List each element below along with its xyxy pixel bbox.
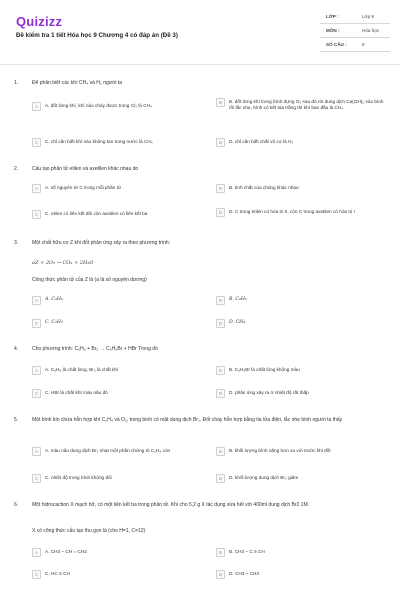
option-text: D. CH₄ [229, 320, 246, 325]
header-divider [0, 64, 400, 65]
option-text: C. chỉ cần biết khí nào không tan trong nước là CH₄ [45, 139, 153, 144]
meta-value: Hóa học [362, 28, 380, 33]
option-letter: A [32, 184, 41, 193]
option-text: C. nhiệt độ trong bình không đổi [45, 475, 112, 480]
option-text: C. etilen có liên kết đôi còn axetilen có liên kết ba [45, 211, 148, 216]
option-text: A. C₆H₆ là chất lỏng, Br₂ là chất khí [45, 367, 119, 372]
option-text: B. C₆H₆ [229, 297, 247, 302]
option-text: A. màu nâu dung dịch Br₂ nhạt một phần chứng tỏ C₂H₄ còn [45, 448, 171, 453]
option-letter: D [216, 319, 225, 328]
option-text: A. CH3 – CH = CH2 [45, 549, 87, 554]
meta-label: LỚP : [326, 14, 339, 19]
question-text: Để phân biệt các khí CH₄ và H₂ người ta [32, 80, 123, 86]
question-text: Một bình kín chứa hỗn hợp khí C₂H₄ và O₂, trong bình có mặt dung dịch Br₂. Đốt cháy hỗn hợp bằng tia lửa điện, lắc nhẹ bình người ta thấy [32, 417, 343, 423]
option-text: A. đốt từng khí, khí nào cháy được trong Cl₂ là CH₄ [45, 103, 152, 108]
question-subtext: X có công thức cấu tạo thu gọn là (cho H=1, C=12) [32, 528, 146, 534]
question-text: Cấu tạo phân tử etilen và axetilen khác nhau do [32, 166, 139, 172]
option-letter: D [216, 138, 225, 147]
option-letter: D [216, 389, 225, 398]
option-letter: B [216, 296, 225, 305]
option-text: A. số nguyên tử C trong mỗi phân tử [45, 185, 122, 190]
option-letter: A [32, 548, 41, 557]
meta-value: Lớp 9 [362, 14, 374, 19]
option-text: D. phản ứng xảy ra ở nhiệt độ rất thấp [229, 390, 309, 395]
option-letter: D [216, 474, 225, 483]
option-letter: C [32, 474, 41, 483]
option-text: B. tính chất của chúng khác nhau [229, 185, 299, 190]
option-letter: B [216, 447, 225, 456]
option-text: D. C trong etilen có hóa trị II, còn C trong axetilen có hóa trị I [229, 209, 355, 214]
brand-logo: Quizizz [16, 14, 63, 29]
option-letter: B [216, 366, 225, 375]
option-letter: C [32, 138, 41, 147]
meta-label: MÔN : [326, 28, 340, 33]
option-letter: A [32, 447, 41, 456]
option-text: D. CH3 – CH3 [229, 571, 259, 576]
question-number: 6. [14, 502, 19, 508]
option-text: C. C₂H₂ [45, 320, 63, 325]
meta-box [320, 10, 390, 52]
option-letter: C [32, 319, 41, 328]
option-letter: C [32, 570, 41, 579]
question-number: 3. [14, 240, 19, 246]
meta-label: SỐ CÂU : [326, 42, 347, 47]
option-text: C. HBr là chất khí màu nâu đỏ [45, 390, 108, 395]
meta-row-count [320, 38, 390, 52]
option-letter: A [32, 366, 41, 375]
option-letter: D [216, 208, 225, 217]
page-title: Đề kiểm tra 1 tiết Hóa học 9 Chương 4 có đáp án (Đề 3) [16, 32, 178, 39]
question-number: 5. [14, 417, 19, 423]
option-letter: A [32, 102, 41, 111]
meta-row-class [320, 10, 390, 24]
option-letter: A [32, 296, 41, 305]
option-letter: B [216, 548, 225, 557]
question-text: Một chất hữu cơ Z khi đốt phản ứng xảy ra theo phương trình: [32, 240, 171, 246]
meta-row-subject [320, 24, 390, 38]
question-text: Một hidrocacbon X mạch hở, có một liên kết ba trong phân tử. Khi cho 5,2 g X tác dụng vừa hết với 400ml dung dịch Br2 1M. [32, 502, 310, 508]
question-number: 1. [14, 80, 19, 86]
option-text: B. C₆H₅Br là chất lỏng không màu [229, 367, 300, 372]
option-letter: C [32, 389, 41, 398]
option-text: A. C₂H₄ [45, 297, 63, 302]
option-text: B. khối lượng bình nặng hơn so với trước khi đốt [229, 448, 331, 453]
question-text: Cho phương trình: C₆H₆ + Br₂ → C₆H₅Br + HBr Trong đó [32, 346, 158, 352]
option-text: C. HC ≡ CH [45, 571, 70, 576]
question-subtext: Công thức phân tử của Z là (a là số nguyên dương) [32, 277, 147, 283]
question-number: 4. [14, 346, 19, 352]
option-text: D. chỉ cần biết chất vô cơ là H₂ [229, 139, 294, 144]
option-letter: D [216, 570, 225, 579]
option-letter: B [216, 184, 225, 193]
option-text: B. CH3 – C ≡ CH [229, 549, 265, 554]
reaction-equation: aZ + 2O₂ → CO₂ + 2H₂O [32, 260, 94, 266]
question-number: 2. [14, 166, 19, 172]
option-letter: B [216, 98, 225, 107]
meta-value: 8 [362, 42, 365, 47]
option-text: B. đốt từng khí trong bình đựng O₂ sau đó rót dung dịch Ca(OH)₂ vào bình rồi lắc nhẹ, bình có kết tủa trắng thì khí ban đầu là CH₄ [229, 99, 384, 111]
option-text: D. khối lượng dung dịch Br₂ giảm [229, 475, 299, 480]
option-letter: C [32, 210, 41, 219]
